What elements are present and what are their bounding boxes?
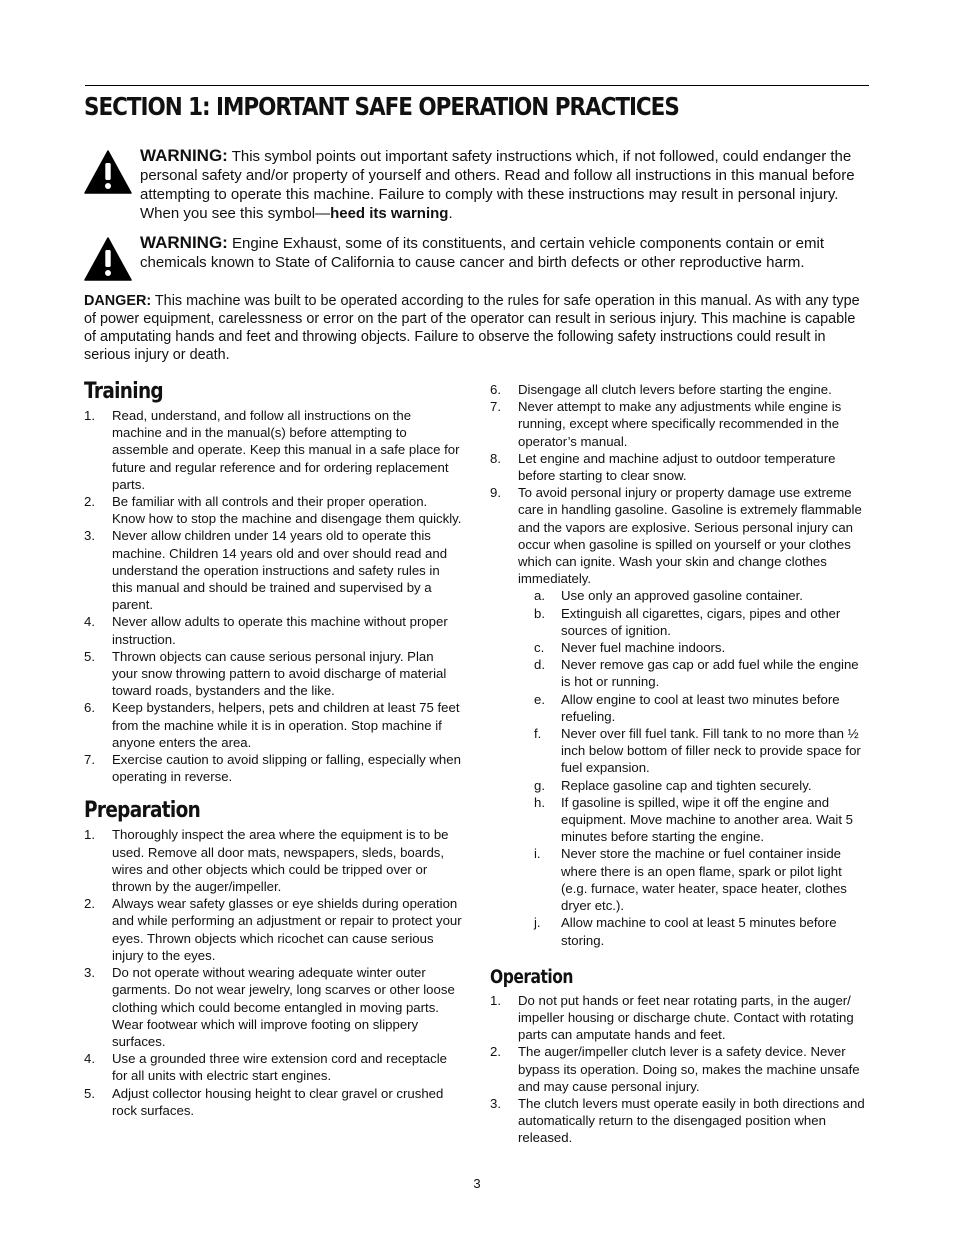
list-item bbox=[84, 493, 462, 527]
list-item-text: Do not operate without wearing adequate winter outer garments. Do not wear jewelry, long scarves or other loose clothing which could become entangled in moving parts. Wear footwear which will improve footing on slippery surfaces. bbox=[112, 965, 455, 1049]
list-item bbox=[84, 1050, 462, 1084]
list-item-number: e. bbox=[534, 691, 545, 707]
list-item-text: Never remove gas cap or add fuel while the engine is hot or running. bbox=[561, 657, 859, 690]
training-heading: Training bbox=[84, 379, 163, 404]
warning-body: This symbol points out important safety instructions which, if not followed, could endanger the personal safety and/or property of yourself and others. Read and follow all instructions in this manual before attempting to operate this machine. Failure to comply with these instructions may result in personal injury. When you see this symbol— bbox=[140, 148, 855, 222]
header-rule bbox=[85, 85, 869, 86]
list-item-number: h. bbox=[534, 794, 545, 810]
list-item-number: 5. bbox=[84, 1085, 95, 1101]
operation-heading: Operation bbox=[490, 966, 573, 988]
list-item-text: Thrown objects can cause serious personal injury. Plan your snow throwing pattern to avoid discharge of material toward roads, bystanders and the like. bbox=[112, 648, 447, 699]
warning-block-california bbox=[84, 233, 869, 272]
section-title: SECTION 1: IMPORTANT SAFE OPERATION PRACTICES bbox=[84, 92, 679, 121]
list-item-number: g. bbox=[534, 777, 545, 793]
list-item-text: Thoroughly inspect the area where the equipment is to be used. Remove all door mats, newspapers, sleds, boards, wires and other objects which could be tripped over or thrown by the auger/impeller. bbox=[112, 827, 449, 895]
list-item bbox=[534, 587, 870, 604]
list-item bbox=[84, 826, 462, 895]
gasoline-safety-sublist bbox=[490, 587, 870, 948]
list-item-text: Never store the machine or fuel container inside where there is an open flame, spark or pilot light (e.g. furnace, water heater, space heater, clothes dryer etc.). bbox=[561, 846, 847, 914]
list-item bbox=[490, 484, 870, 587]
list-item bbox=[534, 725, 870, 777]
list-item bbox=[84, 648, 462, 700]
list-item bbox=[534, 639, 870, 656]
list-item bbox=[490, 1095, 870, 1147]
list-item-text: If gasoline is spilled, wipe it off the engine and equipment. Move machine to another area. Wait 5 minutes before starting the engine. bbox=[561, 794, 853, 845]
list-item bbox=[84, 527, 462, 613]
list-item-number: 2. bbox=[490, 1044, 501, 1060]
list-item bbox=[534, 777, 870, 794]
list-item-number: c. bbox=[534, 640, 545, 656]
list-item bbox=[534, 845, 870, 914]
list-item-number: 3. bbox=[490, 1095, 501, 1111]
list-item-text: Extinguish all cigarettes, cigars, pipes and other sources of ignition. bbox=[561, 605, 841, 638]
list-item-text: Always wear safety glasses or eye shields during operation and while performing an adjustment or repair to protect your eyes. Thrown objects which ricochet can cause serious injury to the eyes. bbox=[112, 896, 462, 963]
list-item-text: Never fuel machine indoors. bbox=[561, 640, 726, 656]
list-item-number: b. bbox=[534, 605, 545, 621]
warning-block-general bbox=[84, 146, 869, 223]
list-item-number: i. bbox=[534, 846, 541, 862]
list-item-text: Let engine and machine adjust to outdoor temperature before starting to clear snow. bbox=[518, 450, 836, 484]
list-item bbox=[84, 1085, 462, 1119]
warning-text bbox=[140, 146, 869, 223]
right-column bbox=[490, 381, 870, 1147]
list-item-text: Read, understand, and follow all instructions on the machine and in the manual(s) before attempting to assemble and operate. Keep this manual in a safe place for future and regular reference and for ordering replacement parts. bbox=[112, 408, 460, 492]
danger-text: This machine was built to be operated according to the rules for safe operation in this manual. As with any type of power equipment, carelessness or error on the part of the operator can result in serious injury. This machine is capable of amputating hands and feet and throwing objects. Failure to observe the following safety instructions could result in serious injury or death. bbox=[84, 293, 860, 363]
list-item-text: Replace gasoline cap and tighten securely. bbox=[561, 777, 812, 793]
list-item bbox=[84, 751, 462, 785]
operation-list bbox=[490, 992, 870, 1147]
list-item-text: Allow engine to cool at least two minutes before refueling. bbox=[561, 691, 840, 724]
list-item-text: Adjust collector housing height to clear gravel or crushed rock surfaces. bbox=[112, 1085, 444, 1118]
list-item-number: 1. bbox=[84, 408, 95, 423]
list-item-number: 3. bbox=[84, 965, 95, 981]
list-item bbox=[490, 450, 870, 484]
warning-triangle-icon bbox=[84, 150, 132, 194]
list-item-text: Never allow children under 14 years old to operate this machine. Children 14 years old and over should read and understand the operation instructions and safety rules in this manual and should be trained and supervised by a parent. bbox=[112, 528, 448, 613]
list-item-text: Disengage all clutch levers before starting the engine. bbox=[518, 382, 832, 397]
list-item bbox=[84, 407, 462, 493]
list-item-text: Exercise caution to avoid slipping or falling, especially when operating in reverse. bbox=[112, 752, 461, 785]
list-item-text: Be familiar with all controls and their proper operation. Know how to stop the machine and disengage them quickly. bbox=[112, 494, 462, 527]
list-item bbox=[534, 605, 870, 639]
list-item bbox=[84, 964, 462, 1050]
list-item bbox=[534, 914, 870, 948]
list-item-number: 5. bbox=[84, 648, 95, 664]
list-item bbox=[534, 794, 870, 846]
list-item-number: 7. bbox=[84, 752, 95, 768]
preparation-heading: Preparation bbox=[84, 798, 201, 824]
training-list bbox=[84, 407, 462, 785]
list-item-number: a. bbox=[534, 588, 545, 604]
warning-emphasis: heed its warning bbox=[330, 205, 449, 222]
list-item-number: 4. bbox=[84, 1051, 95, 1067]
warning-text bbox=[140, 233, 869, 272]
list-item-text: Never over fill fuel tank. Fill tank to no more than ½ inch below bottom of filler neck to provide space for fuel expansion. bbox=[561, 726, 861, 776]
warning-body: Engine Exhaust, some of its constituents, and certain vehicle components contain or emit chemicals known to State of California to cause cancer and birth defects or other reproductive harm. bbox=[140, 235, 824, 271]
left-column bbox=[84, 378, 462, 1119]
list-item-number: 9. bbox=[490, 485, 501, 501]
list-item-text: Keep bystanders, helpers, pets and children at least 75 feet from the machine while it is in operation. Stop machine if anyone enters the area. bbox=[112, 700, 460, 750]
list-item bbox=[84, 699, 462, 751]
list-item bbox=[84, 895, 462, 964]
list-item-text: Do not put hands or feet near rotating parts, in the auger/ impeller housing or discharge chute. Contact with rotating parts can amputate hands and feet. bbox=[518, 992, 854, 1043]
list-item bbox=[490, 381, 870, 398]
list-item-number: j. bbox=[534, 915, 541, 931]
list-item bbox=[84, 613, 462, 647]
list-item-text: Use only an approved gasoline container. bbox=[561, 588, 803, 604]
list-item-number: 2. bbox=[84, 896, 95, 912]
danger-paragraph bbox=[84, 292, 869, 364]
preparation-continued-list bbox=[490, 381, 870, 587]
list-item-number: 1. bbox=[490, 992, 501, 1008]
list-item bbox=[490, 1043, 870, 1095]
list-item-number: 4. bbox=[84, 614, 95, 630]
list-item-number: 6. bbox=[490, 382, 501, 397]
list-item-number: 1. bbox=[84, 827, 95, 843]
list-item-number: 2. bbox=[84, 494, 95, 510]
list-item-number: 8. bbox=[490, 450, 501, 466]
list-item-text: Use a grounded three wire extension cord and receptacle for all units with electric start engines. bbox=[112, 1051, 448, 1084]
list-item-number: 6. bbox=[84, 700, 95, 716]
list-item-text: To avoid personal injury or property damage use extreme care in handling gasoline. Gasoline is extremely flammable and the vapors are explosive. Serious personal injury can occur when gasoline is spilled on yourself or your clothes which can ignite. Wash your skin and change clothes immediately. bbox=[518, 485, 862, 587]
list-item-text: Never allow adults to operate this machine without proper instruction. bbox=[112, 614, 448, 647]
list-item-text: The auger/impeller clutch lever is a safety device. Never bypass its operation. Doing so, makes the machine unsafe and may cause personal injury. bbox=[518, 1044, 860, 1094]
list-item bbox=[534, 656, 870, 690]
list-item bbox=[490, 992, 870, 1044]
preparation-list bbox=[84, 826, 462, 1118]
warning-label: WARNING: bbox=[140, 146, 228, 165]
page-number: 3 bbox=[473, 1176, 481, 1191]
warning-label: WARNING: bbox=[140, 233, 228, 252]
list-item-text: Never attempt to make any adjustments while engine is running, except where specifically recommended in the operator’s manual. bbox=[518, 399, 842, 449]
list-item-number: d. bbox=[534, 657, 545, 673]
warning-triangle-icon bbox=[84, 237, 132, 281]
list-item bbox=[490, 398, 870, 450]
list-item-text: Allow machine to cool at least 5 minutes before storing. bbox=[561, 915, 837, 948]
list-item-text: The clutch levers must operate easily in both directions and automatically return to the disengaged position when released. bbox=[518, 1095, 865, 1146]
list-item-number: 7. bbox=[490, 399, 501, 415]
list-item-number: f. bbox=[534, 726, 542, 742]
list-item-number: 3. bbox=[84, 528, 95, 544]
danger-label: DANGER: bbox=[84, 293, 152, 309]
warning-body-end: . bbox=[448, 205, 453, 222]
list-item bbox=[534, 691, 870, 725]
